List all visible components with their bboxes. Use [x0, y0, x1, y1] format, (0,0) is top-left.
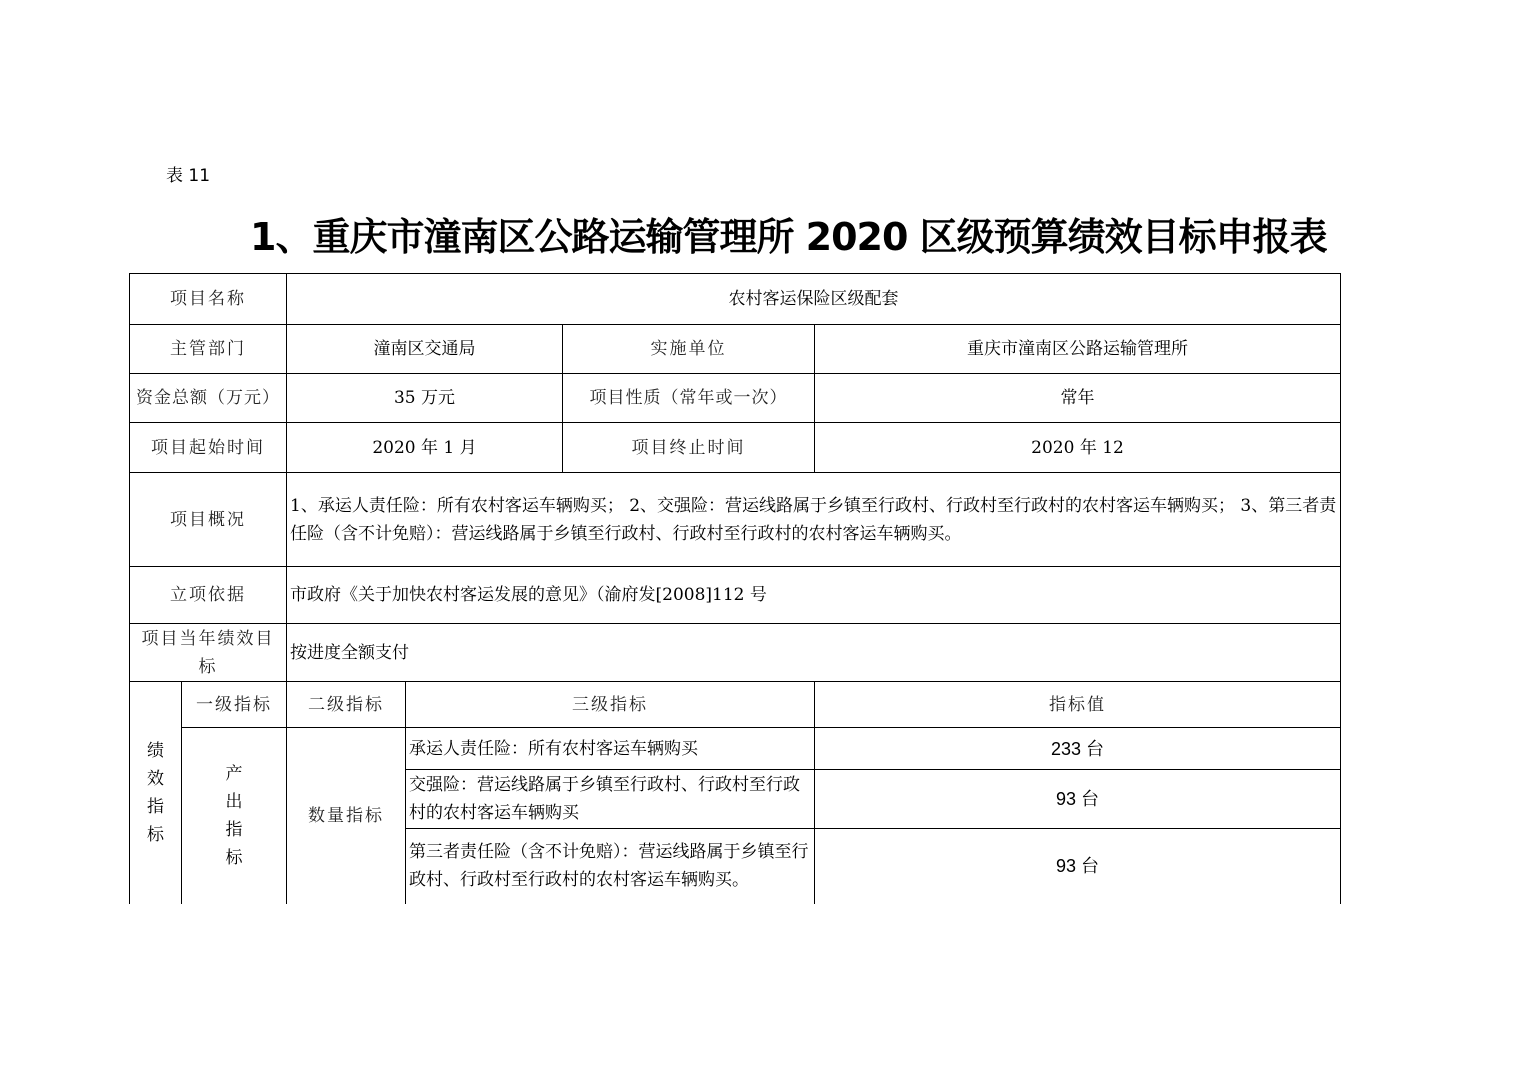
performance-goal-form — [129, 273, 1341, 904]
overview-value: 1、承运人责任险：所有农村客运车辆购买； 2、交强险：营运线路属于乡镇至行政村、行政村至行政村的农村客运车辆购买； 3、第三者责任险（含不计免赔）：营运线路属于乡镇至行政村、行政村至行政村的农村客运车辆购买。 — [287, 473, 1341, 567]
annual-goal-label: 项目当年绩效目标 — [130, 624, 287, 682]
start-time-value: 2020 年 1 月 — [287, 423, 563, 473]
department-value: 潼南区交通局 — [287, 325, 563, 374]
overview-label: 项目概况 — [130, 473, 287, 567]
basis-label: 立项依据 — [130, 567, 287, 624]
project-nature-value: 常年 — [815, 374, 1341, 423]
department-row — [130, 325, 1341, 374]
level3-header: 三级指标 — [406, 682, 815, 728]
project-name-label: 项目名称 — [130, 274, 287, 325]
level1-header: 一级指标 — [182, 682, 287, 728]
indicator-header-row — [130, 682, 1341, 728]
project-nature-label: 项目性质（常年或一次） — [563, 374, 815, 423]
indicators-section-label: 绩 效 指 标 — [130, 682, 182, 904]
annual-goal-value: 按进度全额支付 — [287, 624, 1341, 682]
overview-row — [130, 473, 1341, 567]
project-name-row — [130, 274, 1341, 325]
end-time-label: 项目终止时间 — [563, 423, 815, 473]
level3-indicator-name: 交强险：营运线路属于乡镇至行政村、行政村至行政村的农村客运车辆购买 — [406, 770, 815, 829]
level2-header: 二级指标 — [287, 682, 406, 728]
total-funds-value: 35 万元 — [287, 374, 563, 423]
department-label: 主管部门 — [130, 325, 287, 374]
indicator-row — [130, 728, 1341, 770]
basis-value: 市政府《关于加快农村客运发展的意见》（渝府发[2008]112 号 — [287, 567, 1341, 624]
implementer-value: 重庆市潼南区公路运输管理所 — [815, 325, 1341, 374]
funds-row — [130, 374, 1341, 423]
implementer-label: 实施单位 — [563, 325, 815, 374]
table-number-label: 表 11 — [166, 166, 211, 186]
basis-row — [130, 567, 1341, 624]
total-funds-label: 资金总额（万元） — [130, 374, 287, 423]
indicator-value-header: 指标值 — [815, 682, 1341, 728]
end-time-value: 2020 年 12 — [815, 423, 1341, 473]
indicator-value: 233 台 — [815, 728, 1341, 770]
level3-indicator-name: 承运人责任险：所有农村客运车辆购买 — [406, 728, 815, 770]
project-name-value: 农村客运保险区级配套 — [287, 274, 1341, 325]
annual-goal-row — [130, 624, 1341, 682]
level1-output-indicator: 产 出 指 标 — [182, 728, 287, 904]
level2-quantity-indicator: 数量指标 — [287, 728, 406, 904]
indicator-value: 93 台 — [815, 829, 1341, 904]
time-row — [130, 423, 1341, 473]
page-title: 1、重庆市潼南区公路运输管理所 2020 区级预算绩效目标申报表 — [250, 215, 1327, 259]
indicator-value: 93 台 — [815, 770, 1341, 829]
level3-indicator-name: 第三者责任险（含不计免赔）：营运线路属于乡镇至行政村、行政村至行政村的农村客运车辆购买。 — [406, 829, 815, 904]
start-time-label: 项目起始时间 — [130, 423, 287, 473]
